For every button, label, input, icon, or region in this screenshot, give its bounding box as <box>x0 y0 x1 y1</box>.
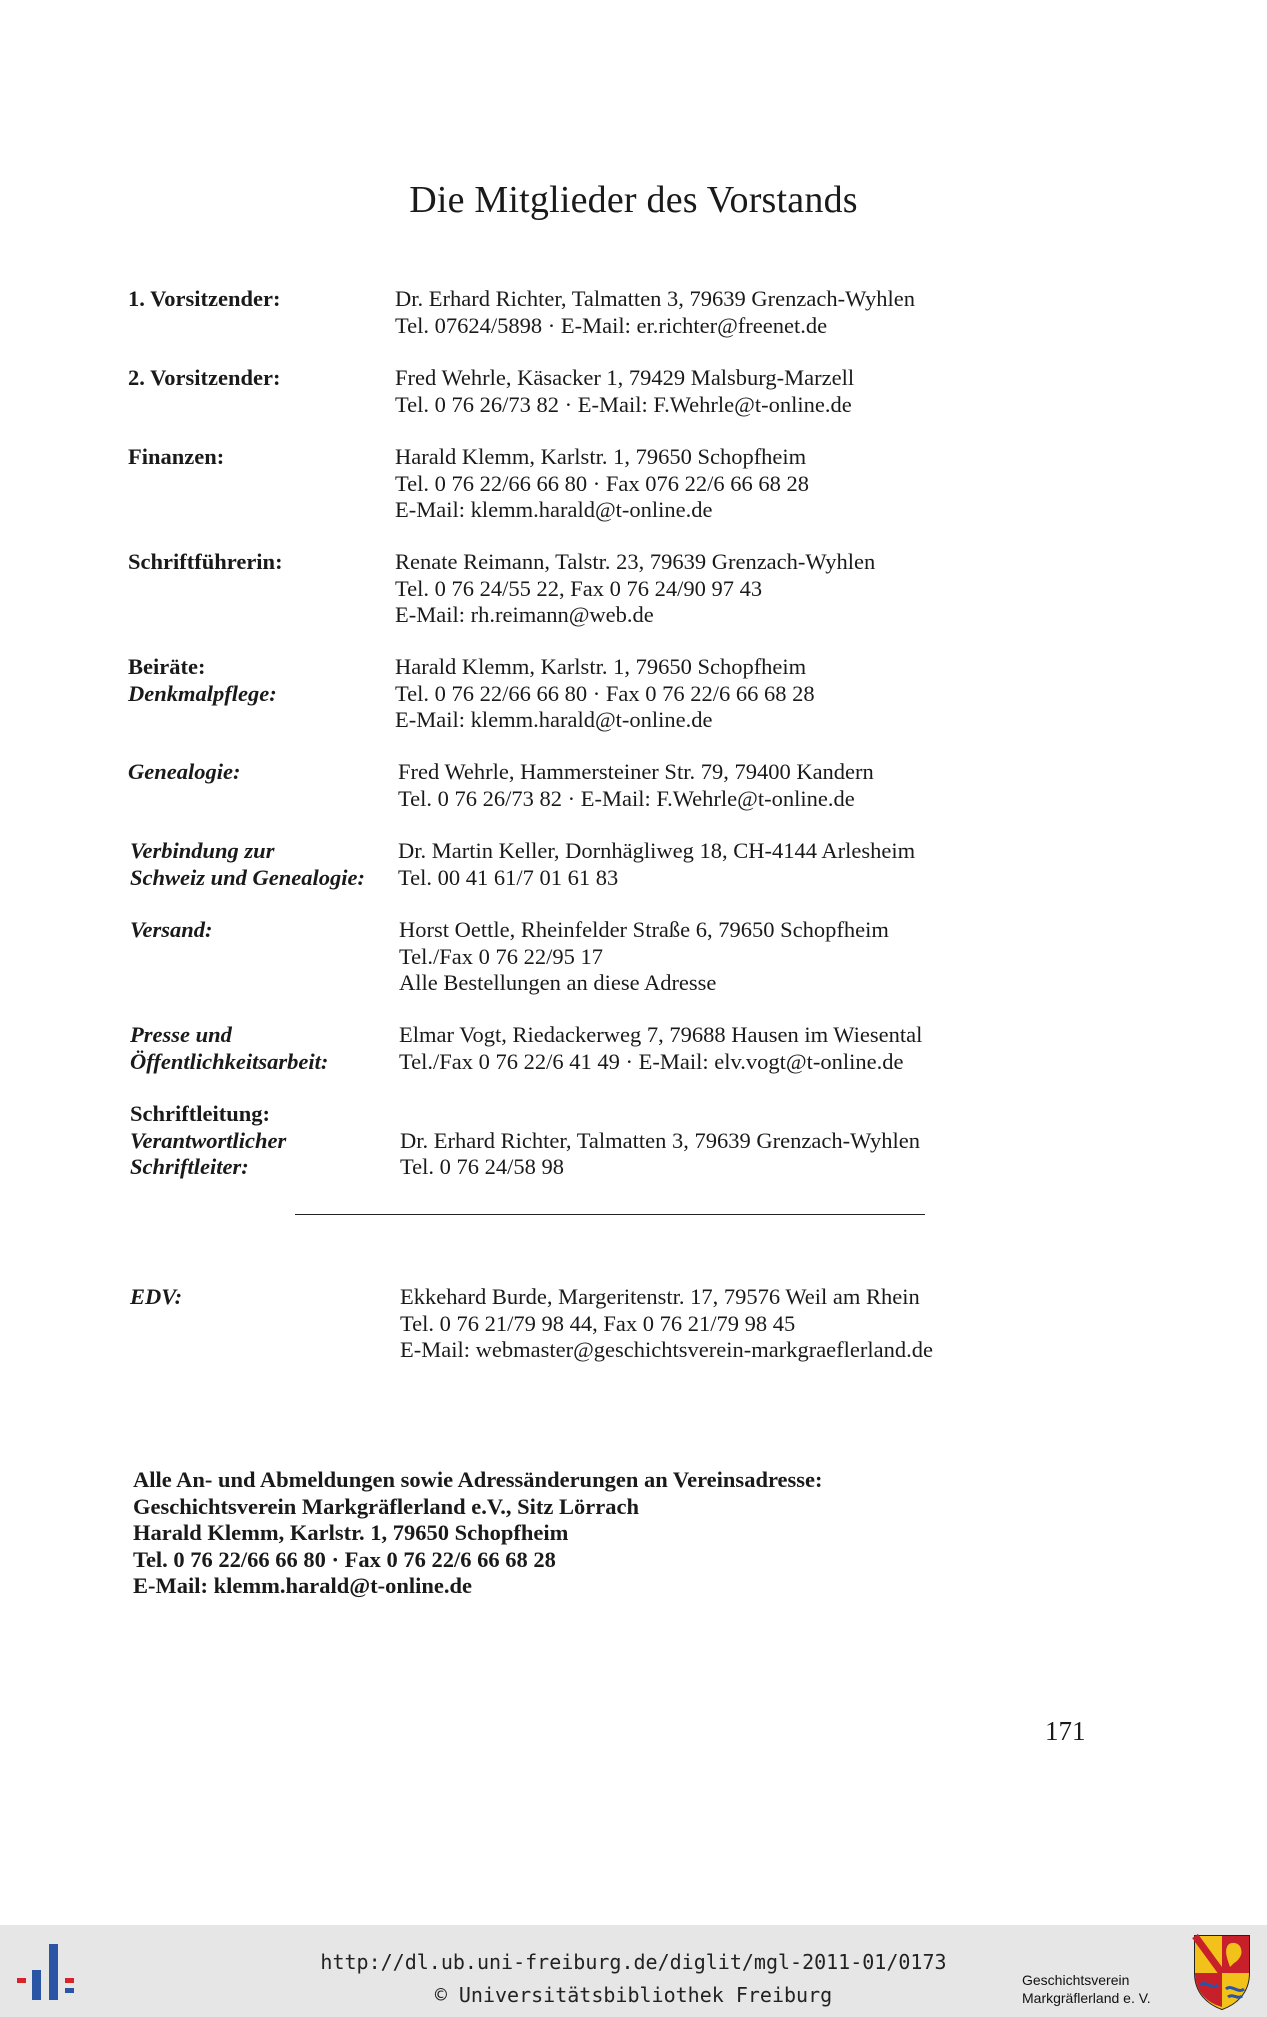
entry-detail <box>395 365 1035 418</box>
entry-detail <box>400 1101 1040 1181</box>
entry-detail <box>398 759 1038 812</box>
label-line: Finanzen: <box>128 444 225 469</box>
detail-line: Harald Klemm, Karlstr. 1, 79650 Schopfheim <box>395 444 807 469</box>
entry-detail <box>399 917 1039 997</box>
detail-line: Renate Reimann, Talstr. 23, 79639 Grenzach-Wyhlen <box>395 549 876 574</box>
membership-notice <box>133 1467 1033 1600</box>
label-line: 2. Vorsitzender: <box>128 365 281 390</box>
label-line: Beiräte: <box>128 654 206 679</box>
detail-line: Tel. 0 76 22/66 66 80 · Fax 076 22/6 66 68 28 <box>395 470 810 496</box>
detail-line: Tel./Fax 0 76 22/6 41 49 · E-Mail: elv.vogt@t-online.de <box>399 1048 904 1074</box>
entry-detail <box>395 444 1035 524</box>
entry-label <box>128 365 398 392</box>
detail-line: Harald Klemm, Karlstr. 1, 79650 Schopfheim <box>395 654 807 679</box>
detail-line: Fred Wehrle, Käsacker 1, 79429 Malsburg-Marzell <box>395 365 855 390</box>
detail-line: Tel./Fax 0 76 22/95 17 <box>399 943 604 969</box>
detail-line: Fred Wehrle, Hammersteiner Str. 79, 79400 Kandern <box>398 759 874 784</box>
entry-label <box>128 444 398 471</box>
label-line: Schriftführerin: <box>128 549 283 574</box>
footer-copyright: © Universitätsbibliothek Freiburg <box>434 1983 833 2007</box>
entry-label <box>130 917 400 944</box>
detail-line: Elmar Vogt, Riedackerweg 7, 79688 Hausen im Wiesental <box>399 1022 923 1047</box>
entry-detail <box>398 838 1038 891</box>
entry-detail <box>395 286 1035 339</box>
detail-line: Tel. 07624/5898 · E-Mail: er.richter@freenet.de <box>395 312 828 338</box>
label-line: EDV: <box>130 1284 183 1309</box>
detail-line <box>400 1101 1040 1128</box>
notice-line: Alle An- und Abmeldungen sowie Adressänderungen an Vereinsadresse: <box>133 1467 823 1492</box>
label-line: Schriftleitung: <box>130 1101 270 1126</box>
detail-line: Tel. 0 76 21/79 98 44, Fax 0 76 21/79 98 45 <box>400 1310 796 1336</box>
association-name <box>1022 1971 1162 2007</box>
entry-detail <box>399 1022 1039 1075</box>
detail-line: Tel. 0 76 24/58 98 <box>400 1154 565 1179</box>
entry-label <box>130 1101 400 1181</box>
divider-rule <box>295 1214 925 1215</box>
footer-url-link[interactable]: http://dl.ub.uni-freiburg.de/diglit/mgl-2011-01/0173 <box>320 1950 947 1974</box>
detail-line: Ekkehard Burde, Margeritenstr. 17, 79576 Weil am Rhein <box>400 1284 920 1309</box>
entry-detail <box>395 654 1035 734</box>
entry-label <box>128 286 398 313</box>
label-line: Öffentlichkeitsarbeit: <box>130 1048 329 1074</box>
detail-line: Tel. 00 41 61/7 01 61 83 <box>398 864 619 890</box>
entry-detail <box>395 549 1035 629</box>
detail-line: Dr. Martin Keller, Dornhägliweg 18, CH-4144 Arlesheim <box>398 838 916 863</box>
notice-line: Geschichtsverein Markgräflerland e.V., Sitz Lörrach <box>133 1493 639 1519</box>
label-line: Genealogie: <box>128 759 241 784</box>
entry-label <box>128 549 398 576</box>
association-line: Geschichtsverein <box>1022 1972 1130 1988</box>
detail-line: Tel. 0 76 24/55 22, Fax 0 76 24/90 97 43 <box>395 575 763 601</box>
coat-of-arms-icon <box>1192 1933 1252 2011</box>
label-line: Schriftleiter: <box>130 1154 249 1179</box>
entry-label <box>130 838 400 891</box>
detail-line: Tel. 0 76 26/73 82 · E-Mail: F.Wehrle@t-online.de <box>395 391 852 417</box>
detail-line: Tel. 0 76 26/73 82 · E-Mail: F.Wehrle@t-online.de <box>398 785 855 811</box>
detail-line: Horst Oettle, Rheinfelder Straße 6, 79650 Schopfheim <box>399 917 889 942</box>
association-line: Markgräflerland e. V. <box>1022 1990 1151 2006</box>
page-title: Die Mitglieder des Vorstands <box>409 179 858 221</box>
label-line: Presse und <box>130 1022 232 1047</box>
label-line: 1. Vorsitzender: <box>128 286 281 311</box>
notice-line: E-Mail: klemm.harald@t-online.de <box>133 1573 473 1598</box>
notice-line: Tel. 0 76 22/66 66 80 · Fax 0 76 22/6 66 68 28 <box>133 1546 556 1572</box>
entry-label <box>130 1284 400 1311</box>
label-line: Denkmalpflege: <box>128 680 277 706</box>
detail-line: Tel. 0 76 22/66 66 80 · Fax 0 76 22/6 66 68 28 <box>395 680 815 706</box>
footer-bar <box>0 1925 1267 2017</box>
entry-label <box>128 759 398 786</box>
label-line: Verbindung zur <box>130 838 275 863</box>
detail-line: E-Mail: rh.reimann@web.de <box>395 602 654 627</box>
label-line: Verantwortlicher <box>130 1127 287 1153</box>
detail-line: E-Mail: klemm.harald@t-online.de <box>395 707 713 732</box>
detail-line: Alle Bestellungen an diese Adresse <box>399 970 717 995</box>
detail-line: E-Mail: klemm.harald@t-online.de <box>395 497 713 522</box>
detail-line: Dr. Erhard Richter, Talmatten 3, 79639 Grenzach-Wyhlen <box>395 286 915 311</box>
detail-line: Dr. Erhard Richter, Talmatten 3, 79639 Grenzach-Wyhlen <box>400 1127 920 1153</box>
entry-label <box>130 1022 400 1075</box>
entry-label <box>128 654 398 707</box>
page-number: 171 <box>1045 1716 1086 1746</box>
notice-line: Harald Klemm, Karlstr. 1, 79650 Schopfheim <box>133 1520 569 1545</box>
detail-line: E-Mail: webmaster@geschichtsverein-markgraeflerland.de <box>400 1337 933 1362</box>
label-line: Versand: <box>130 917 213 942</box>
entry-detail <box>400 1284 1040 1364</box>
label-line: Schweiz und Genealogie: <box>130 864 366 890</box>
